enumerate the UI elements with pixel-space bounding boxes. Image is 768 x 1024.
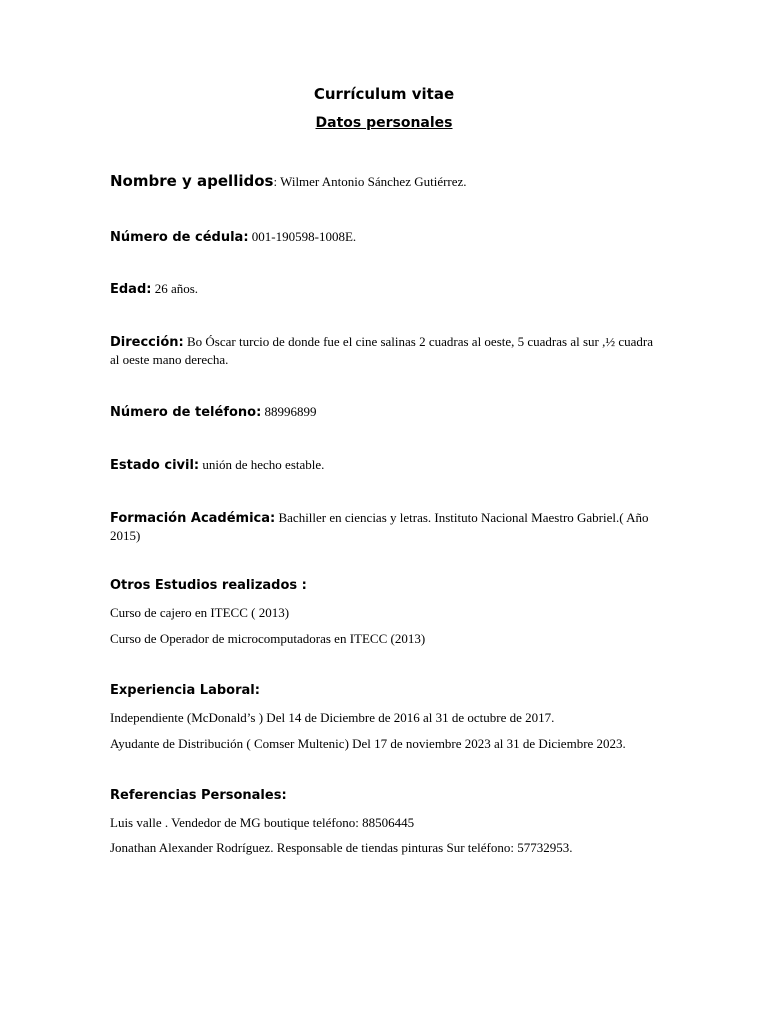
section-title-personal-data: Datos personales [315, 115, 453, 131]
field-name-label: Nombre y apellidos [110, 172, 274, 190]
field-education-value: Bachiller en ciencias y letras. Instituto Nacional Maestro Gabriel.( Año 2015) [110, 510, 649, 543]
field-address [110, 333, 658, 368]
field-id-number-label: Número de cédula: [110, 230, 249, 245]
field-address-label: Dirección: [110, 335, 184, 350]
field-education [110, 509, 658, 544]
list-item: Jonathan Alexander Rodríguez. Responsable de tiendas pinturas Sur teléfono: 57732953. [110, 840, 573, 855]
field-civil-status [110, 456, 658, 474]
field-phone-value: 88996899 [261, 404, 317, 419]
list-item: Independiente (McDonald’s ) Del 14 de Diciembre de 2016 al 31 de octubre de 2017. [110, 710, 555, 725]
field-name [110, 173, 658, 190]
experience-heading: Experiencia Laboral: [110, 683, 260, 698]
list-item: Curso de cajero en ITECC ( 2013) [110, 605, 290, 620]
list-item: Luis valle . Vendedor de MG boutique teléfono: 88506445 [110, 815, 415, 830]
field-civil-status-value: unión de hecho estable. [199, 457, 325, 472]
list-item: Ayudante de Distribución ( Comser Multenic) Del 17 de noviembre 2023 al 31 de Diciembre 2023. [110, 736, 626, 751]
field-age-label: Edad: [110, 282, 152, 297]
field-age-value: 26 años. [151, 281, 199, 296]
field-phone [110, 403, 658, 421]
references-heading: Referencias Personales: [110, 788, 287, 803]
other-studies-heading: Otros Estudios realizados : [110, 578, 307, 593]
field-address-value: Bo Óscar turcio de donde fue el cine salinas 2 cuadras al oeste, 5 cuadras al sur ,½ cuadra al oeste mano derecha. [110, 334, 653, 367]
field-education-label: Formación Académica: [110, 511, 276, 526]
field-id-number [110, 228, 658, 246]
list-item: Curso de Operador de microcomputadoras en ITECC (2013) [110, 631, 426, 646]
field-age [110, 280, 658, 298]
field-id-number-value: 001-190598-1008E. [248, 229, 357, 244]
document-title: Currículum vitae [313, 85, 455, 103]
field-name-value: : Wilmer Antonio Sánchez Gutiérrez. [273, 174, 467, 189]
field-civil-status-label: Estado civil: [110, 458, 200, 473]
field-phone-label: Número de teléfono: [110, 405, 262, 420]
